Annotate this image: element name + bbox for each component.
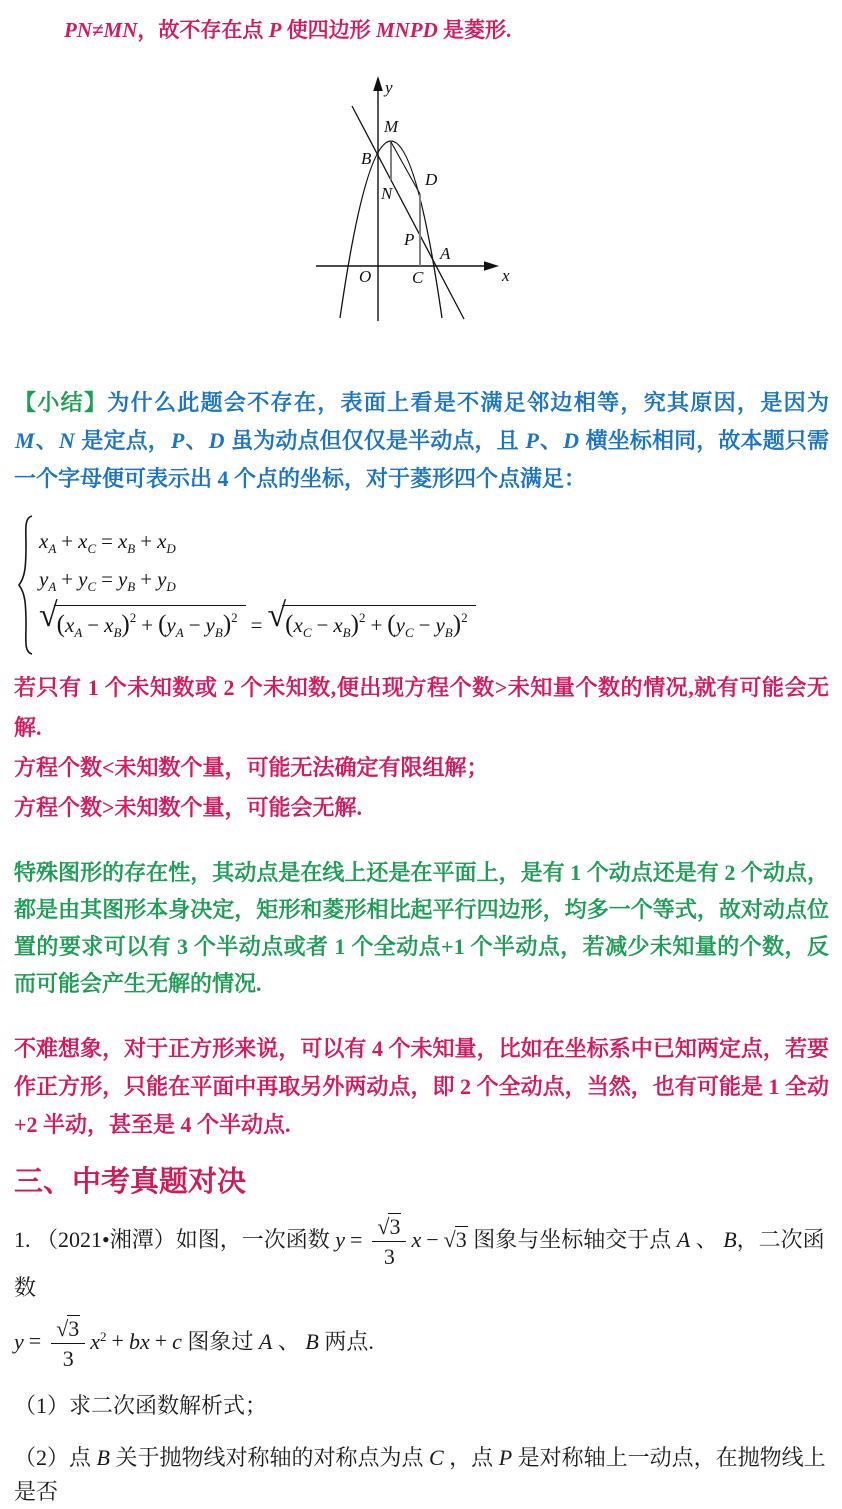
math-op: − [188,613,201,638]
green-note-paragraph: 特殊图形的存在性，其动点是在线上还是在平面上，是有 1 个动点还是有 2 个动点，都是由其图形本身决定，矩形和菱形相比起平行四边形，均多一个等式，故对动点位置的要求可以有 3 个半动点或者 1 个全动点+1 个半动点，若减少未知量的个数，反而可能会产生无解的情况. [14,860,829,996]
math-var: x [78,528,88,553]
problem-1-line-2 [0,1316,842,1372]
math-op: + [61,566,74,591]
summary-body [14,390,829,491]
chord-MD [391,142,420,194]
math-sup: 2 [461,610,468,626]
equation-row-1 [39,529,476,557]
math-var: D [563,428,580,453]
math-var: y [14,1328,24,1354]
sqrt-left [39,597,246,641]
math-var: B [96,1445,110,1471]
text-run: ，二次函数 [14,1226,825,1300]
math-var: C [428,1445,444,1471]
radicand-digit: 3 [389,1214,401,1239]
red-note-line-3: 方程个数>未知数个量，可能会无解. [14,795,363,820]
math-sup: 2 [231,610,238,626]
math-sub: C [302,625,312,641]
math-op: − [87,613,100,638]
math-var: D [208,428,225,453]
math-var: y [205,613,215,638]
math-op: + [141,613,154,638]
math-var: x [411,1226,422,1252]
text-run: 是定点， [75,428,170,453]
math-var: x [104,613,114,638]
math-op: − [426,1226,439,1252]
math-sub: B [444,625,453,641]
math-paren: ) [222,611,232,639]
text-run: 关于抛物线对称轴的对称点为点 [109,1445,429,1471]
math-var: N [58,428,75,453]
math-sub: D [166,579,176,595]
math-var: bx [128,1328,150,1354]
y-axis-arrow [373,76,383,91]
text-run: （2）点 [14,1445,97,1471]
math-op: = [101,528,113,553]
math-var: A [676,1226,691,1252]
conclusion-line [0,0,842,44]
math-var: y [335,1226,345,1252]
math-var: y [157,566,167,591]
math-op: = [349,1226,363,1252]
math-var: y [78,566,88,591]
math-paren: ( [56,611,65,639]
math-var: c [172,1328,182,1354]
label-C: C [412,268,424,287]
text-run: 1. （2021•湘潭）如图，一次函数 [14,1226,336,1252]
label-O: O [359,267,372,286]
math-var: y [435,613,445,638]
math-paren: ) [121,611,130,639]
equation-rows [39,529,476,642]
math-op: + [140,528,153,553]
math-var: y [166,613,176,638]
radical-sign: √ [267,597,285,635]
math-sup: 2 [100,1328,107,1344]
math-op: + [154,1328,168,1354]
text-run: 使四边形 [281,18,376,42]
math-op: − [418,613,431,638]
math-op: = [250,613,263,638]
text-run: 横坐标相同，故本题只需一个字母便可表示出 4 个点的坐标，对于菱形四个点满足： [14,428,829,491]
math-sub: A [48,540,57,556]
text-run: 两点. [318,1328,374,1354]
math-op: = [101,566,113,591]
red-note-paragraph-2: 不难想象，对于正方形来说，可以有 4 个未知量，比如在坐标系中已知两定点，若要作正方形，只能在平面中再取另外两动点，即 2 个全动点，当然，也有可能是 1 全动+2 半动，甚至是 4 个半动点. [14,1036,829,1137]
x-axis-arrow [484,261,499,271]
left-brace [16,514,36,656]
label-B: B [361,149,372,168]
sqrt-right [267,597,475,641]
math-sub: B [127,540,136,556]
math-paren: ) [350,611,359,639]
equation-row-3 [39,597,476,641]
radicand-digit: 3 [455,1226,467,1252]
label-M: M [384,117,399,136]
math-paren: ( [387,611,396,639]
math-var: P [268,18,282,42]
math-op: + [370,613,383,638]
math-sub: A [175,625,184,641]
figure-canvas [278,68,540,342]
math-var: x [65,613,75,638]
math-var: x [39,528,49,553]
text-run: 虽为动点但仅仅是半动点，且 [225,428,525,453]
math-var: P [498,1445,513,1471]
radical-sign: √ [443,1226,455,1252]
math-sub: B [342,625,351,641]
coordinate-figure [278,68,540,342]
math-paren: ( [285,611,294,639]
fraction-numerator [51,1316,85,1344]
fraction-denominator: 3 [62,1345,74,1371]
math-var: x [157,528,167,553]
math-sup: 2 [129,610,137,626]
math-var: x [293,613,303,638]
label-N: N [381,184,393,203]
math-var: P [525,428,539,453]
math-var: A [258,1328,273,1354]
math-sub: C [87,540,97,556]
equation-system [16,514,842,656]
math-run: MNPD [375,18,438,42]
math-sub: A [74,625,83,641]
math-sub: B [127,579,136,595]
math-paren: ) [452,611,462,639]
radicand [282,605,475,641]
math-var: P [170,428,185,453]
text-run: 是菱形. [437,18,512,42]
math-sup: 2 [358,610,366,626]
math-var: y [39,566,49,591]
radicand [54,605,246,641]
label-x: x [502,266,510,285]
math-op: − [316,613,329,638]
line-BA [352,106,464,319]
summary-paragraph [0,384,842,498]
math-sub: B [214,625,223,641]
text-run: 、 [35,428,58,453]
math-sub: A [48,579,57,595]
math-op: + [140,566,153,591]
problem-1-item-2 [0,1441,842,1509]
math-run: PN≠MN [64,18,138,42]
text-run: 图象与坐标轴交于点 [467,1226,677,1252]
summary-tag: 【小结】 [14,390,108,415]
label-y: y [385,78,393,97]
math-paren: ( [158,611,167,639]
equation-row-2 [39,567,476,595]
problem-1-item-1: （1）求二次函数解析式； [14,1393,268,1419]
math-var: M [15,428,35,453]
red-note-line-1: 若只有 1 个未知数或 2 个未知数,便出现方程个数>未知量个数的情况,就有可能会无解. [14,675,829,740]
radical-sign: √ [39,597,56,635]
math-var: y [117,566,128,591]
fraction-denominator: 3 [383,1244,395,1270]
red-note-line-2: 方程个数<未知数个量，可能无法确定有限组解； [14,755,489,780]
radical-sign: √ [56,1315,68,1341]
text-run: 、 [272,1328,306,1354]
math-sub: C [87,579,97,595]
math-sub: D [166,540,176,556]
math-var: x [333,613,343,638]
fraction [372,1214,406,1270]
text-run: 、 [539,428,563,453]
math-var: B [305,1328,319,1354]
math-op: = [28,1328,42,1354]
label-P: P [404,230,415,249]
text-run: ，点 [443,1445,499,1471]
math-op: + [111,1328,124,1354]
fraction [51,1316,85,1372]
math-sub: C [404,625,414,641]
text-run: 图象过 [181,1328,259,1354]
math-sub: B [113,625,122,641]
text-run: 为什么此题会不存在，表面上看是不满足邻边相等，究其原因，是因为 [107,390,829,415]
label-D: D [425,170,438,189]
math-var: B [723,1226,737,1252]
math-var: x [90,1328,101,1354]
label-A: A [440,244,451,263]
section-heading: 三、中考真题对决 [14,1166,247,1198]
math-var: y [395,613,405,638]
text-run: 、 [185,428,208,453]
problem-1-line-1 [0,1214,842,1306]
fraction-numerator [372,1214,406,1242]
text-run: 、 [690,1226,724,1252]
radical-sign: √ [377,1214,389,1239]
radicand-digit: 3 [68,1315,80,1341]
math-var: x [117,528,128,553]
text-run: ，故不存在点 [137,18,269,42]
text-run: 是对称轴上一动点，在抛物线上是否 [14,1445,826,1505]
math-op: + [61,528,74,553]
